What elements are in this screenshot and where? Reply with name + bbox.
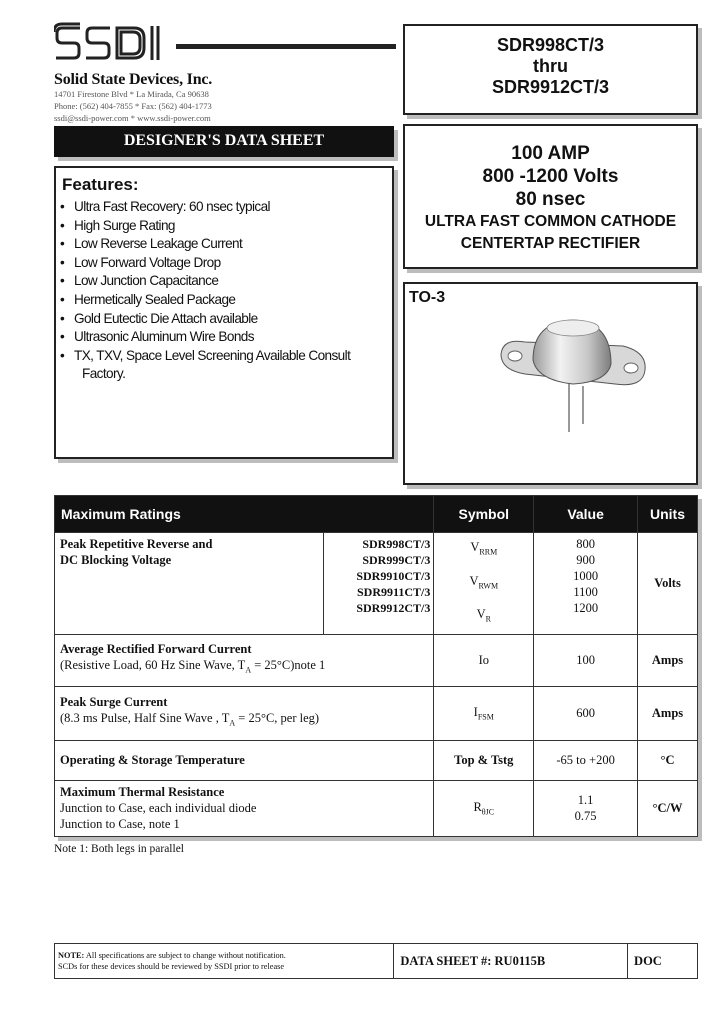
- ssdi-logo: [54, 22, 176, 66]
- to3-package-drawing: [495, 304, 655, 439]
- feature-item-continuation: Factory.: [82, 366, 126, 382]
- param-name: Operating & Storage Temperature: [60, 753, 245, 767]
- table-row-temperature: [55, 740, 698, 780]
- address-line: 14701 Firestone Blvd * La Mirada, Ca 90638: [54, 89, 209, 99]
- units-cell: Volts: [638, 533, 698, 635]
- footer-bar: [54, 943, 698, 979]
- param-name: Peak Surge Current: [60, 695, 168, 710]
- param-name: Peak Repetitive Reverse and: [60, 537, 213, 551]
- part-number-list: SDR998CT/3 SDR999CT/3 SDR9910CT/3 SDR9911CT/3 SDR9912CT/3: [324, 533, 434, 635]
- units-cell: °C/W: [638, 780, 698, 836]
- header-units: Units: [638, 496, 698, 533]
- feature-item: • Gold Eutectic Die Attach available: [60, 310, 258, 326]
- web-line: ssdi@ssdi-power.com * www.ssdi-power.com: [54, 113, 211, 123]
- package-label: TO-3: [409, 289, 446, 306]
- param-name: DC Blocking Voltage: [60, 553, 172, 567]
- feature-item: • Ultra Fast Recovery: 60 nsec typical: [60, 199, 270, 214]
- feature-item: • TX, TXV, Space Level Screening Available Consult: [60, 347, 351, 363]
- data-sheet-number: DATA SHEET #: RU0115B: [394, 944, 628, 979]
- phone-line: Phone: (562) 404-7855 * Fax: (562) 404-1773: [54, 101, 212, 111]
- maximum-ratings-table: [54, 495, 698, 837]
- feature-item: • Low Junction Capacitance: [60, 273, 219, 289]
- spec-summary-box: [403, 124, 698, 269]
- units-cell: Amps: [638, 686, 698, 740]
- feature-item: • Low Reverse Leakage Current: [60, 236, 243, 252]
- recovery-time: 80 nsec: [515, 189, 586, 210]
- table-row-average-current: Average Rectified Forward Current (Resistive Load, 60 Hz Sine Wave, $T_A$ = 25°C)note 1 Io 100 Amps: [55, 634, 698, 686]
- header-symbol: Symbol: [434, 496, 534, 533]
- symbol-cell: Io: [434, 634, 534, 686]
- symbol-cell: $R_{\theta JC}$: [434, 780, 534, 836]
- feature-item: • Hermetically Sealed Package: [60, 291, 236, 307]
- note-1: Note 1: Both legs in parallel: [54, 843, 184, 855]
- table-row-surge-current: Peak Surge Current (8.3 ms Pulse, Half Sine Wave , $T_A = 25^\circ C$, per leg) $I_{FSM}$ 600 Amps: [55, 686, 698, 740]
- features-title: Features:: [62, 175, 139, 194]
- table-row-thermal-resistance: Maximum Thermal Resistance Junction to Case, each individual diode Junction to Case, note 1 $R_{\theta JC}$ 1.1 0.75 °C/W: [55, 780, 698, 836]
- param-name: Average Rectified Forward Current: [60, 642, 252, 657]
- feature-item: • High Surge Rating: [60, 217, 175, 233]
- symbol-cell: $I_{FSM}$: [434, 686, 534, 740]
- part-number-thru: thru: [533, 56, 568, 76]
- features-box: [54, 166, 394, 459]
- value-cell: -65 to +200: [534, 740, 638, 780]
- header-maximum-ratings: Maximum Ratings: [55, 496, 434, 533]
- part-number-first: SDR998CT/3: [496, 35, 605, 55]
- value-cell: 800 900 1000 1100 1200: [534, 533, 638, 635]
- units-cell: °C: [638, 740, 698, 780]
- feature-item: • Ultrasonic Aluminum Wire Bonds: [60, 329, 254, 345]
- voltage-rating: 800 -1200 Volts: [482, 166, 619, 187]
- symbol-cell: $V_{RRM}$ $V_{RWM}$ $V_R$: [434, 533, 534, 635]
- current-rating: 100 AMP: [511, 143, 590, 164]
- feature-item: • Low Forward Voltage Drop: [60, 254, 221, 270]
- features-list: [60, 198, 350, 384]
- table-row-peak-reverse-voltage: [55, 533, 698, 635]
- device-description-line2: CENTERTAP RECTIFIER: [460, 235, 641, 252]
- header-value: Value: [534, 496, 638, 533]
- company-name: Solid State Devices, Inc.: [54, 71, 213, 88]
- value-cell: 1.1 0.75: [534, 780, 638, 836]
- value-cell: 600: [534, 686, 638, 740]
- value-cell: 100: [534, 634, 638, 686]
- designers-data-sheet-header: DESIGNER'S DATA SHEET: [54, 126, 394, 157]
- logo-rule: [176, 44, 396, 49]
- package-box: [403, 282, 698, 485]
- part-number-last: SDR9912CT/3: [491, 77, 610, 97]
- param-name: Maximum Thermal Resistance: [60, 785, 225, 799]
- device-description-line1: ULTRA FAST COMMON CATHODE: [424, 213, 677, 230]
- part-number-box: [403, 24, 698, 115]
- doc-label: DOC: [628, 944, 698, 979]
- footer-disclaimer: NOTE: All specifications are subject to change without notification. SCDs for these devices should be reviewed by SSDI prior to release: [55, 944, 394, 979]
- symbol-cell: Top & Tstg: [434, 740, 534, 780]
- units-cell: Amps: [638, 634, 698, 686]
